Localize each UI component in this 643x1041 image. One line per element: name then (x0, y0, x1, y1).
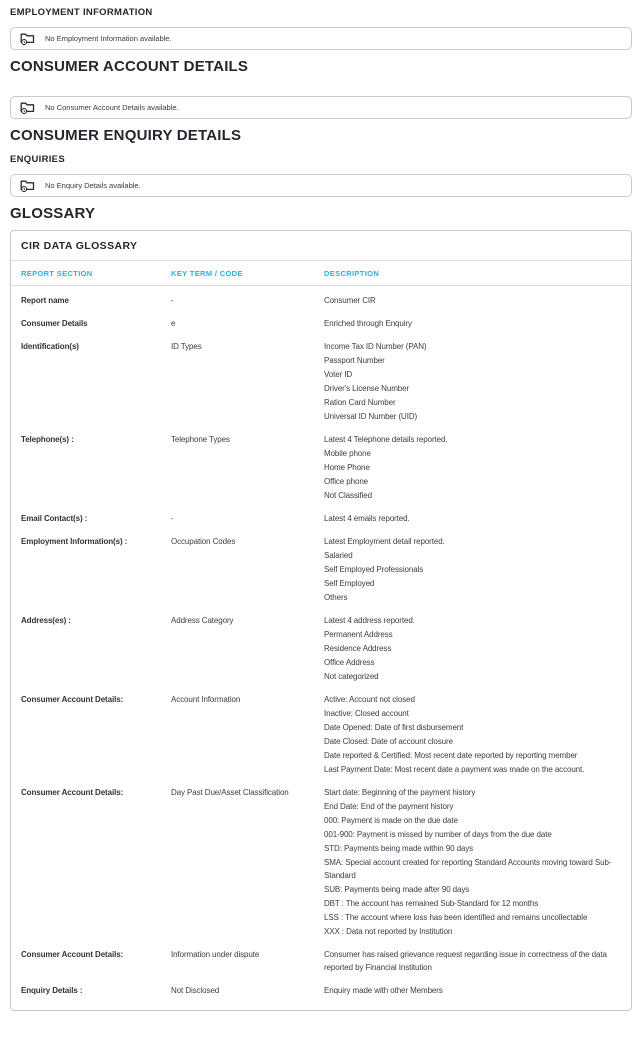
glossary-description-line: SMA: Special account created for reporting Standard Accounts moving toward Sub-Standard (324, 856, 619, 882)
glossary-description-line: Date Opened: Date of first disbursement (324, 721, 619, 734)
glossary-description-line: Others (324, 591, 619, 604)
glossary-row (11, 611, 631, 690)
glossary-report-section: Identification(s) (21, 340, 171, 423)
glossary-description-line: Latest 4 Telephone details reported. (324, 433, 619, 446)
glossary-description-line: Income Tax ID Number (PAN) (324, 340, 619, 353)
glossary-description-line: Mobile phone (324, 447, 619, 460)
glossary-description-line: Office Address (324, 656, 619, 669)
glossary-report-section: Consumer Account Details: (21, 948, 171, 974)
glossary-table-header (11, 261, 631, 286)
glossary-card-title: CIR DATA GLOSSARY (11, 231, 631, 261)
glossary-description-line: SUB: Payments being made after 90 days (324, 883, 619, 896)
glossary-key-term: - (171, 294, 324, 307)
glossary-description (324, 535, 621, 604)
glossary-description (324, 948, 621, 974)
enquiries-empty-state (10, 174, 632, 197)
employment-empty-message: No Employment Information available. (45, 34, 172, 43)
column-header-description: DESCRIPTION (324, 269, 621, 278)
glossary-row (11, 690, 631, 783)
glossary-description-line: Latest Employment detail reported. (324, 535, 619, 548)
glossary-key-term: Account Information (171, 693, 324, 776)
glossary-row (11, 532, 631, 611)
column-header-report-section: REPORT SECTION (21, 269, 171, 278)
glossary-description (324, 317, 621, 330)
glossary-key-term: Day Past Due/Asset Classification (171, 786, 324, 938)
no-data-folder-icon (20, 179, 35, 192)
glossary-description-line: Universal ID Number (UID) (324, 410, 619, 423)
column-header-key-term-code: KEY TERM / CODE (171, 269, 324, 278)
glossary-description-line: STD: Payments being made within 90 days (324, 842, 619, 855)
glossary-report-section: Consumer Account Details: (21, 693, 171, 776)
glossary-description-line: Office phone (324, 475, 619, 488)
glossary-row (11, 291, 631, 314)
glossary-description-line: DBT : The account has remained Sub-Standard for 12 months (324, 897, 619, 910)
glossary-description-line: Active: Account not closed (324, 693, 619, 706)
employment-information-heading: EMPLOYMENT INFORMATION (10, 7, 632, 18)
glossary-row (11, 314, 631, 337)
glossary-row (11, 981, 631, 1004)
glossary-description (324, 340, 621, 423)
enquiries-subheading: ENQUIRIES (10, 154, 632, 165)
glossary-description-line: Latest 4 emails reported. (324, 512, 619, 525)
glossary-report-section: Consumer Details (21, 317, 171, 330)
glossary-description-line: LSS : The account where loss has been identified and remains uncollectable (324, 911, 619, 924)
glossary-description (324, 294, 621, 307)
glossary-description-line: Passport Number (324, 354, 619, 367)
glossary-report-section: Consumer Account Details: (21, 786, 171, 938)
glossary-table-body (11, 286, 631, 1010)
glossary-description-line: Driver's License Number (324, 382, 619, 395)
glossary-description-line: Self Employed (324, 577, 619, 590)
glossary-description-line: Last Payment Date: Most recent date a payment was made on the account. (324, 763, 619, 776)
enquiries-empty-message: No Enquiry Details available. (45, 181, 141, 190)
glossary-description-line: Date Closed: Date of account closure (324, 735, 619, 748)
glossary-key-term: - (171, 512, 324, 525)
glossary-description-line: Enquiry made with other Members (324, 984, 619, 997)
glossary-description-line: Date reported & Certified: Most recent date reported by reporting member (324, 749, 619, 762)
glossary-row (11, 783, 631, 945)
glossary-key-term: Information under dispute (171, 948, 324, 974)
consumer-account-details-heading: CONSUMER ACCOUNT DETAILS (10, 58, 632, 75)
glossary-row (11, 509, 631, 532)
glossary-report-section: Employment Information(s) : (21, 535, 171, 604)
glossary-description-line: 001-900: Payment is missed by number of days from the due date (324, 828, 619, 841)
glossary-description (324, 984, 621, 997)
consumer-account-empty-message: No Consumer Account Details available. (45, 103, 179, 112)
glossary-key-term: Occupation Codes (171, 535, 324, 604)
glossary-description-line: Enriched through Enquiry (324, 317, 619, 330)
glossary-row (11, 337, 631, 430)
glossary-key-term: e (171, 317, 324, 330)
glossary-description-line: Consumer has raised grievance request regarding issue in correctness of the data reported by Financial Institution (324, 948, 619, 974)
consumer-account-empty-state (10, 96, 632, 119)
glossary-description-line: Voter ID (324, 368, 619, 381)
glossary-card (10, 230, 632, 1011)
glossary-description-line: 000: Payment is made on the due date (324, 814, 619, 827)
glossary-description-line: End Date: End of the payment history (324, 800, 619, 813)
glossary-description (324, 786, 621, 938)
glossary-key-term: ID Types (171, 340, 324, 423)
cir-report-page (10, 7, 632, 1011)
glossary-heading: GLOSSARY (10, 205, 632, 222)
employment-empty-state (10, 27, 632, 50)
glossary-row (11, 430, 631, 509)
no-data-folder-icon (20, 32, 35, 45)
glossary-description-line: XXX : Data not reported by Institution (324, 925, 619, 938)
glossary-row (11, 945, 631, 981)
glossary-report-section: Address(es) : (21, 614, 171, 683)
glossary-description-line: Residence Address (324, 642, 619, 655)
glossary-description-line: Not categorized (324, 670, 619, 683)
glossary-key-term: Address Category (171, 614, 324, 683)
glossary-description (324, 433, 621, 502)
glossary-description-line: Latest 4 address reported. (324, 614, 619, 627)
glossary-description-line: Salaried (324, 549, 619, 562)
glossary-description-line: Permanent Address (324, 628, 619, 641)
glossary-description-line: Start date: Beginning of the payment history (324, 786, 619, 799)
glossary-report-section: Telephone(s) : (21, 433, 171, 502)
glossary-description-line: Not Classified (324, 489, 619, 502)
no-data-folder-icon (20, 101, 35, 114)
glossary-key-term: Telephone Types (171, 433, 324, 502)
glossary-report-section: Enquiry Details : (21, 984, 171, 997)
glossary-description (324, 614, 621, 683)
glossary-description-line: Consumer CIR (324, 294, 619, 307)
glossary-description-line: Self Employed Professionals (324, 563, 619, 576)
glossary-description-line: Inactive: Closed account (324, 707, 619, 720)
glossary-description (324, 693, 621, 776)
glossary-description-line: Home Phone (324, 461, 619, 474)
consumer-enquiry-details-heading: CONSUMER ENQUIRY DETAILS (10, 127, 632, 144)
glossary-description-line: Ration Card Number (324, 396, 619, 409)
glossary-description (324, 512, 621, 525)
glossary-report-section: Report name (21, 294, 171, 307)
glossary-key-term: Not Disclosed (171, 984, 324, 997)
glossary-report-section: Email Contact(s) : (21, 512, 171, 525)
